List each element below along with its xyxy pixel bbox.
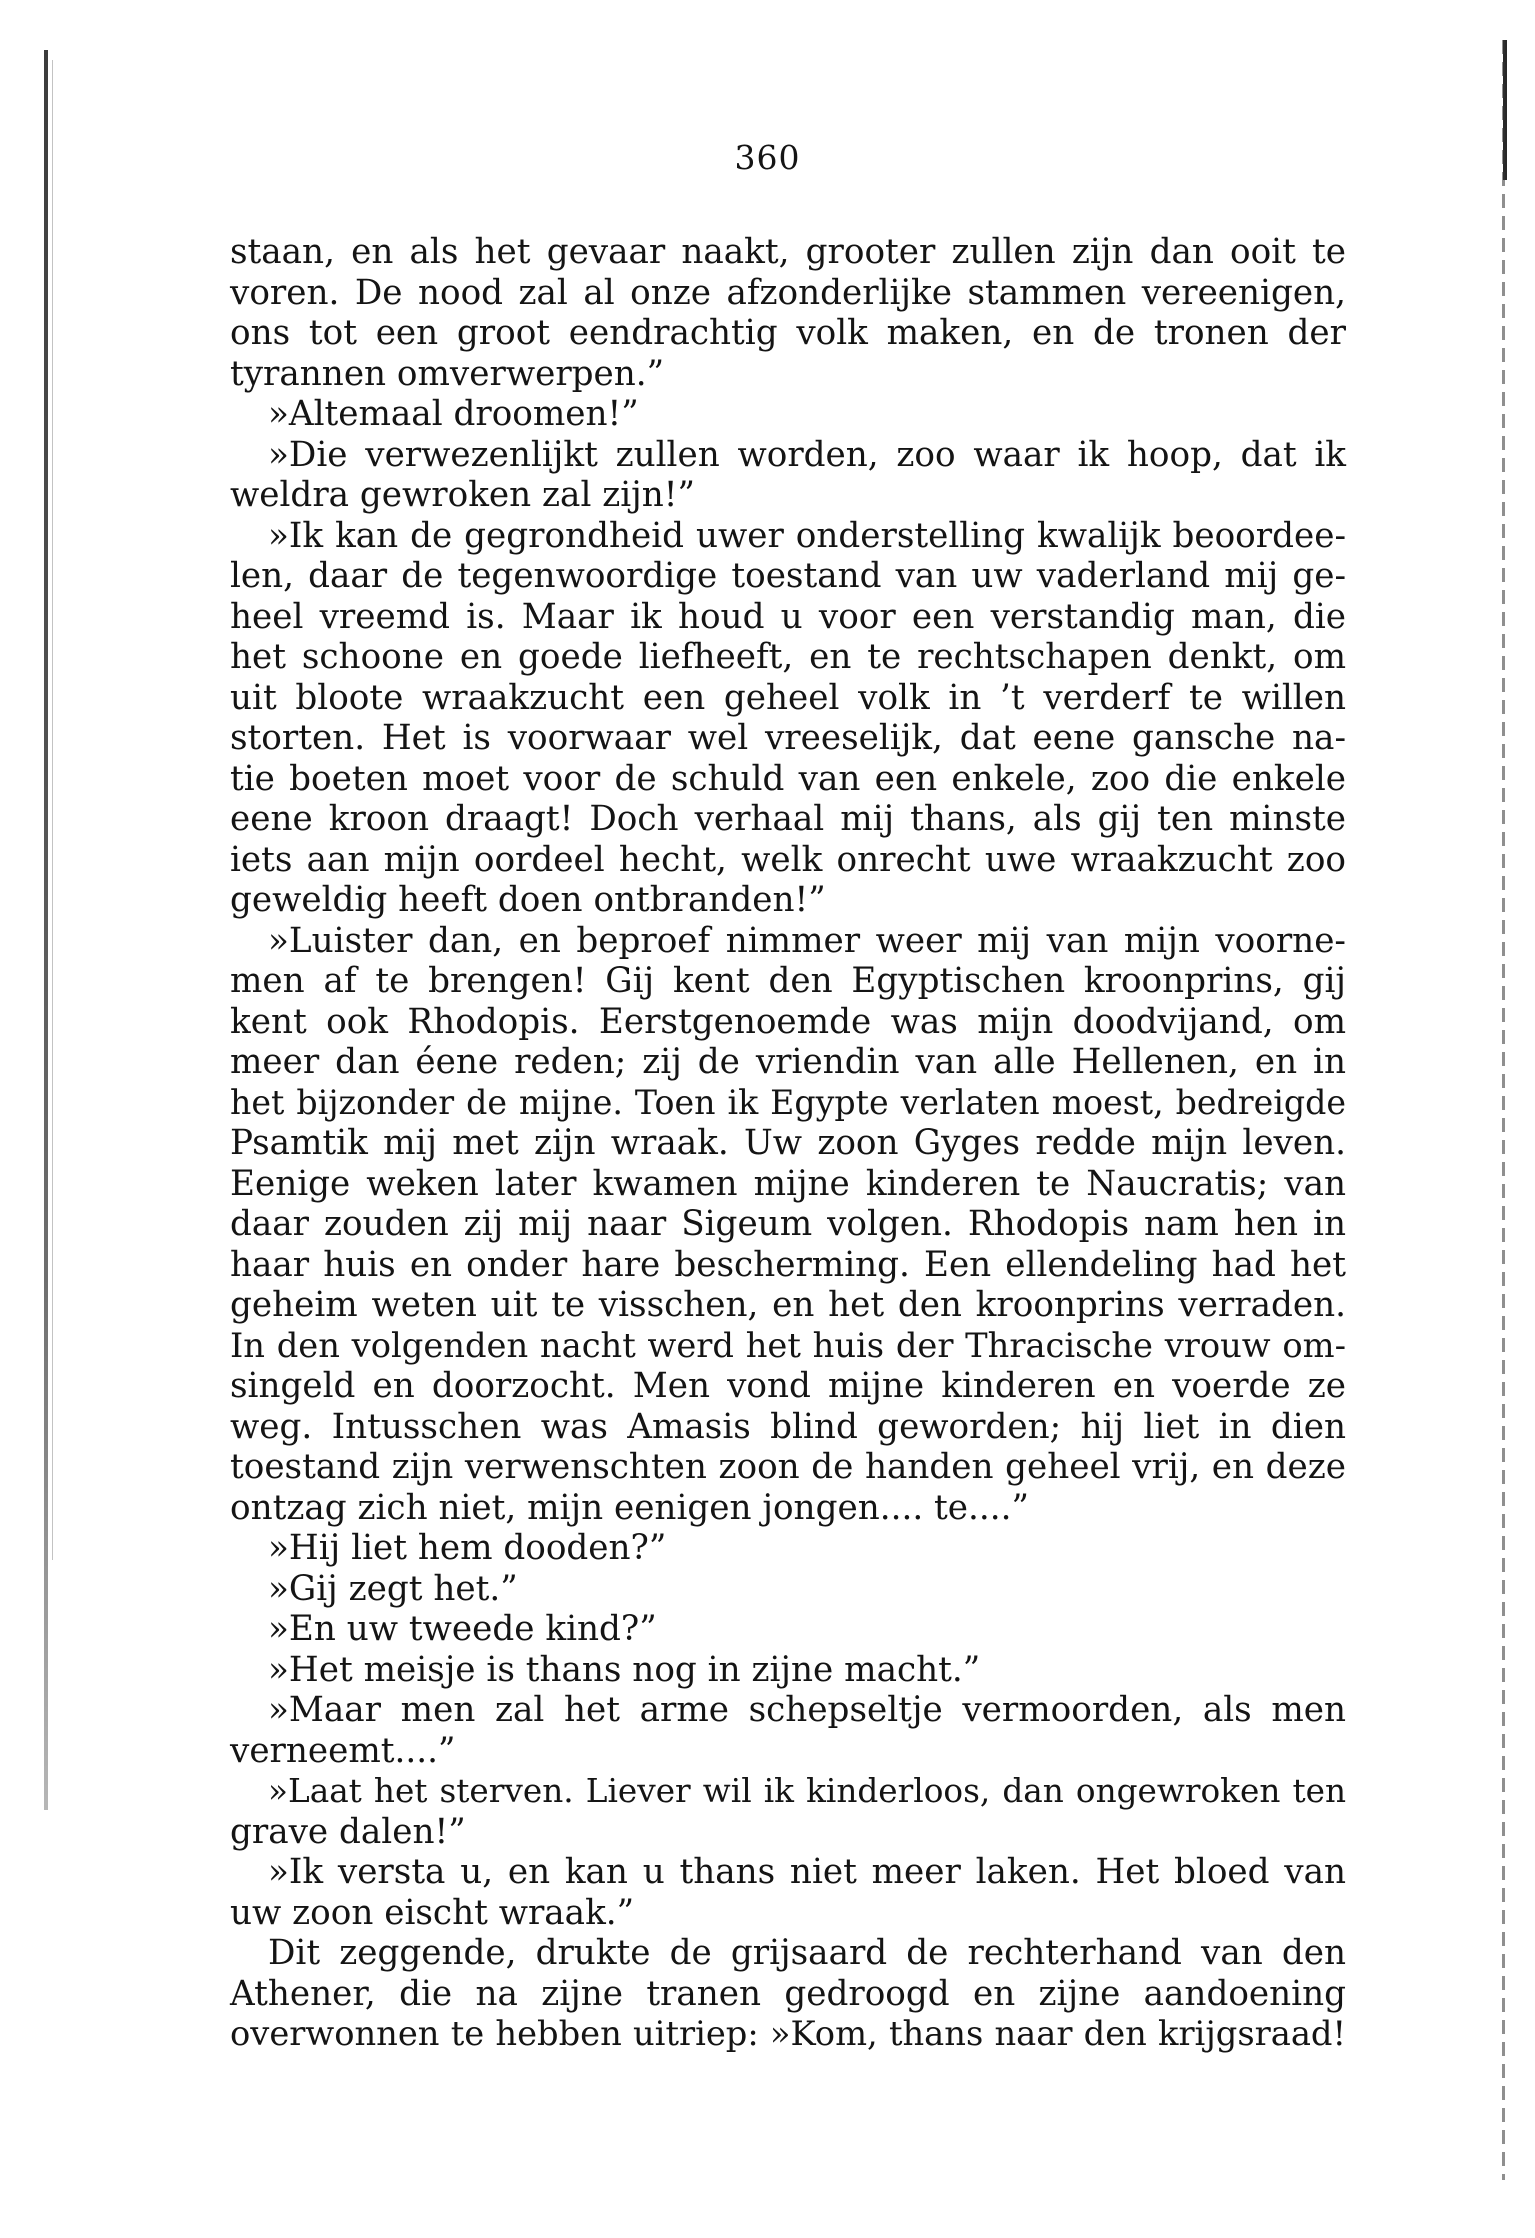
text-line: meer dan éene reden; zij de vriendin van alle Hellenen, en in xyxy=(230,1042,1346,1082)
binding-edge-left xyxy=(44,50,48,1810)
text-line: iets aan mijn oordeel hecht, welk onrecht uwe wraakzucht zoo xyxy=(230,839,1346,880)
text-line: weg. Intusschen was Amasis blind geworden; hij liet in dien xyxy=(230,1406,1346,1447)
text-line: men af te brengen! Gij kent den Egyptischen kroonprins, gij xyxy=(230,961,1346,1001)
text-line: uw zoon eischt wraak.” xyxy=(230,1892,635,1933)
text-line: Eenige weken later kwamen mijne kinderen te Naucratis; van xyxy=(230,1163,1346,1204)
text-line: geweldig heeft doen ontbranden!” xyxy=(230,880,826,920)
text-line: weldra gewroken zal zijn!” xyxy=(230,475,696,515)
text-line: In den volgenden nacht werd het huis der Thracische vrouw om- xyxy=(230,1325,1346,1365)
page-number: 360 xyxy=(734,138,801,177)
binding-edge-right xyxy=(1502,40,1505,2180)
text-line: »Gij zegt het.” xyxy=(268,1568,518,1609)
text-line: geheim weten uit te visschen, en het den kroonprins verraden. xyxy=(230,1285,1346,1325)
text-line: »Ik kan de gegrondheid uwer onderstelling kwalijk beoordee- xyxy=(268,515,1346,556)
text-line: tie boeten moet voor de schuld van een enkele, zoo die enkele xyxy=(230,758,1346,799)
text-line: »Altemaal droomen!” xyxy=(268,394,639,434)
text-line: »Laat het sterven. Liever wil ik kinderloos, dan ongewroken ten xyxy=(268,1772,1346,1810)
text-line: eene kroon draagt! Doch verhaal mij thans, als gij ten minste xyxy=(230,799,1346,839)
text-line: daar zouden zij mij naar Sigeum volgen. Rhodopis nam hen in xyxy=(230,1204,1346,1244)
text-line: overwonnen te hebben uitriep: »Kom, thans naar den krijgsraad! xyxy=(230,2014,1346,2053)
text-line: »En uw tweede kind?” xyxy=(268,1609,657,1649)
text-line: »Het meisje is thans nog in zijne macht.” xyxy=(268,1649,981,1690)
text-line: »Ik versta u, en kan u thans niet meer laken. Het bloed van xyxy=(268,1852,1346,1892)
text-line: verneemt....” xyxy=(230,1730,456,1771)
text-line: storten. Het is voorwaar wel vreeselijk, dat eene gansche na- xyxy=(230,718,1346,758)
text-line: kent ook Rhodopis. Eerstgenoemde was mijn doodvijand, om xyxy=(230,1001,1346,1042)
text-line: »Hij liet hem dooden?” xyxy=(268,1528,667,1568)
text-line: voren. De nood zal al onze afzonderlijke stammen vereenigen, xyxy=(230,272,1346,313)
text-line: uit bloote wraakzucht een geheel volk in ’t verderf te willen xyxy=(230,677,1346,718)
text-line: Dit zeggende, drukte de grijsaard de rechterhand van den xyxy=(268,1933,1346,1973)
text-line: toestand zijn verwenschten zoon de handen geheel vrij, en deze xyxy=(230,1447,1346,1487)
text-line: staan, en als het gevaar naakt, grooter zullen zijn dan ooit te xyxy=(230,232,1346,272)
text-line: het schoone en goede liefheeft, en te rechtschapen denkt, om xyxy=(230,637,1346,677)
text-line: grave dalen!” xyxy=(230,1811,466,1852)
text-line: Athener, die na zijne tranen gedroogd en zijne aandoening xyxy=(230,1973,1346,2014)
binding-edge-left-shadow xyxy=(52,60,53,1560)
text-line: len, daar de tegenwoordige toestand van uw vaderland mij ge- xyxy=(230,556,1346,596)
body-text xyxy=(230,232,1346,2055)
text-line: singeld en doorzocht. Men vond mijne kinderen en voerde ze xyxy=(230,1366,1346,1406)
text-line: »Die verwezenlijkt zullen worden, zoo waar ik hoop, dat ik xyxy=(268,434,1346,475)
text-line: »Maar men zal het arme schepseltje vermoorden, als men xyxy=(268,1690,1346,1730)
text-line: ons tot een groot eendrachtig volk maken, en de tronen der xyxy=(230,313,1346,353)
text-line: haar huis en onder hare bescherming. Een ellendeling had het xyxy=(230,1244,1346,1285)
text-line: »Luister dan, en beproef nimmer weer mij van mijn voorne- xyxy=(268,920,1346,961)
text-line: tyrannen omverwerpen.” xyxy=(230,353,665,394)
text-line: ontzag zich niet, mijn eenigen jongen.... te....” xyxy=(230,1487,1029,1528)
text-line: het bijzonder de mijne. Toen ik Egypte verlaten moest, bedreigde xyxy=(230,1082,1346,1122)
text-line: Psamtik mij met zijn wraak. Uw zoon Gyges redde mijn leven. xyxy=(230,1123,1346,1163)
text-line: heel vreemd is. Maar ik houd u voor een verstandig man, die xyxy=(230,596,1346,637)
